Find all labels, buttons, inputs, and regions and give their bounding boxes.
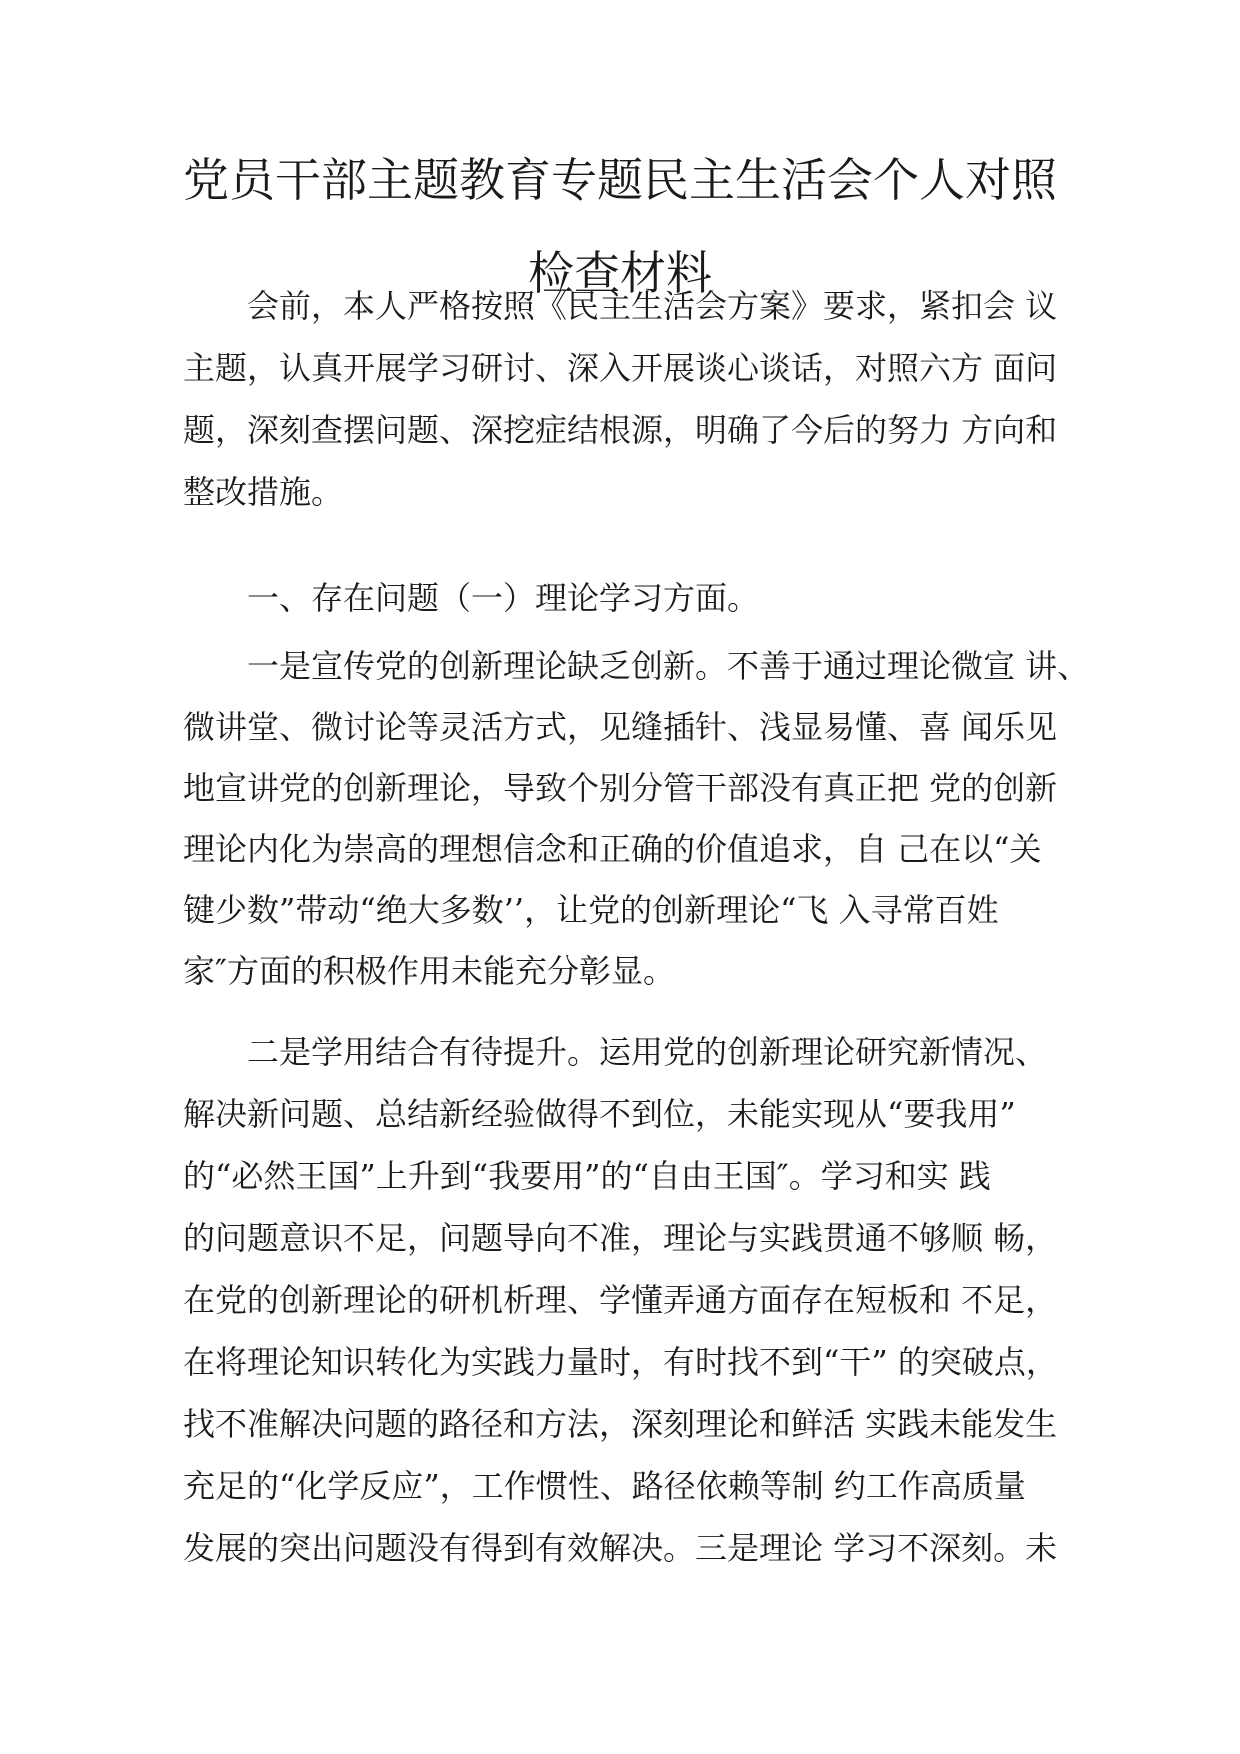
body-line: 在党的创新理论的研机析理、学懂弄通方面存在短板和 不足，	[183, 1281, 1058, 1319]
body-line: 发展的突出问题没有得到有效解决。三是理论 学习不深刻。未	[183, 1529, 1058, 1567]
body-line: 一是宣传党的创新理论缺乏创新。不善于通过理论微宣 讲、	[183, 647, 1090, 685]
body-line: 家″方面的积极作用未能充分彰显。	[183, 952, 675, 990]
document-title-line-2: 检查材料	[528, 246, 712, 300]
body-line: 题，深刻查摆问题、深挖症结根源，明确了今后的努力 方向和	[183, 411, 1058, 449]
body-line: 键少数”带动“绝大多数’’，让党的创新理论“飞 入寻常百姓	[183, 891, 999, 929]
body-line: 充足的“化学反应”，工作惯性、路径依赖等制 约工作高质量	[183, 1467, 1026, 1505]
body-line: 的问题意识不足，问题导向不准，理论与实践贯通不够顺 畅，	[183, 1219, 1058, 1257]
body-line: 在将理论知识转化为实践力量时，有时找不到“干” 的突破点，	[183, 1343, 1058, 1381]
body-line: 的“必然王国”上升到“我要用”的“自由王国″。学习和实 践	[183, 1157, 991, 1195]
body-line: 微讲堂、微讨论等灵活方式，见缝插针、浅显易懂、喜 闻乐见	[183, 708, 1058, 746]
body-line: 解决新问题、总结新经验做得不到位，未能实现从“要我用”	[183, 1095, 1016, 1133]
body-line: 主题，认真开展学习研讨、深入开展谈心谈话，对照六方 面问	[183, 349, 1058, 387]
body-line: 找不准解决问题的路径和方法，深刻理论和鲜活 实践未能发生	[183, 1405, 1058, 1443]
body-line: 整改措施。	[183, 473, 344, 511]
document-title-line-1: 党员干部主题教育专题民主生活会个人对照	[183, 153, 1057, 207]
body-line: 会前，本人严格按照《民主生活会方案》要求，紧扣会 议	[183, 287, 1058, 325]
section-heading: 一、存在问题（一）理论学习方面。	[183, 579, 760, 617]
body-line: 地宣讲党的创新理论，导致个别分管干部没有真正把 党的创新	[183, 769, 1058, 807]
body-line: 二是学用结合有待提升。运用党的创新理论研究新情况、	[183, 1033, 1048, 1071]
body-line: 理论内化为崇高的理想信念和正确的价值追求，自 己在以“关	[183, 830, 1042, 868]
